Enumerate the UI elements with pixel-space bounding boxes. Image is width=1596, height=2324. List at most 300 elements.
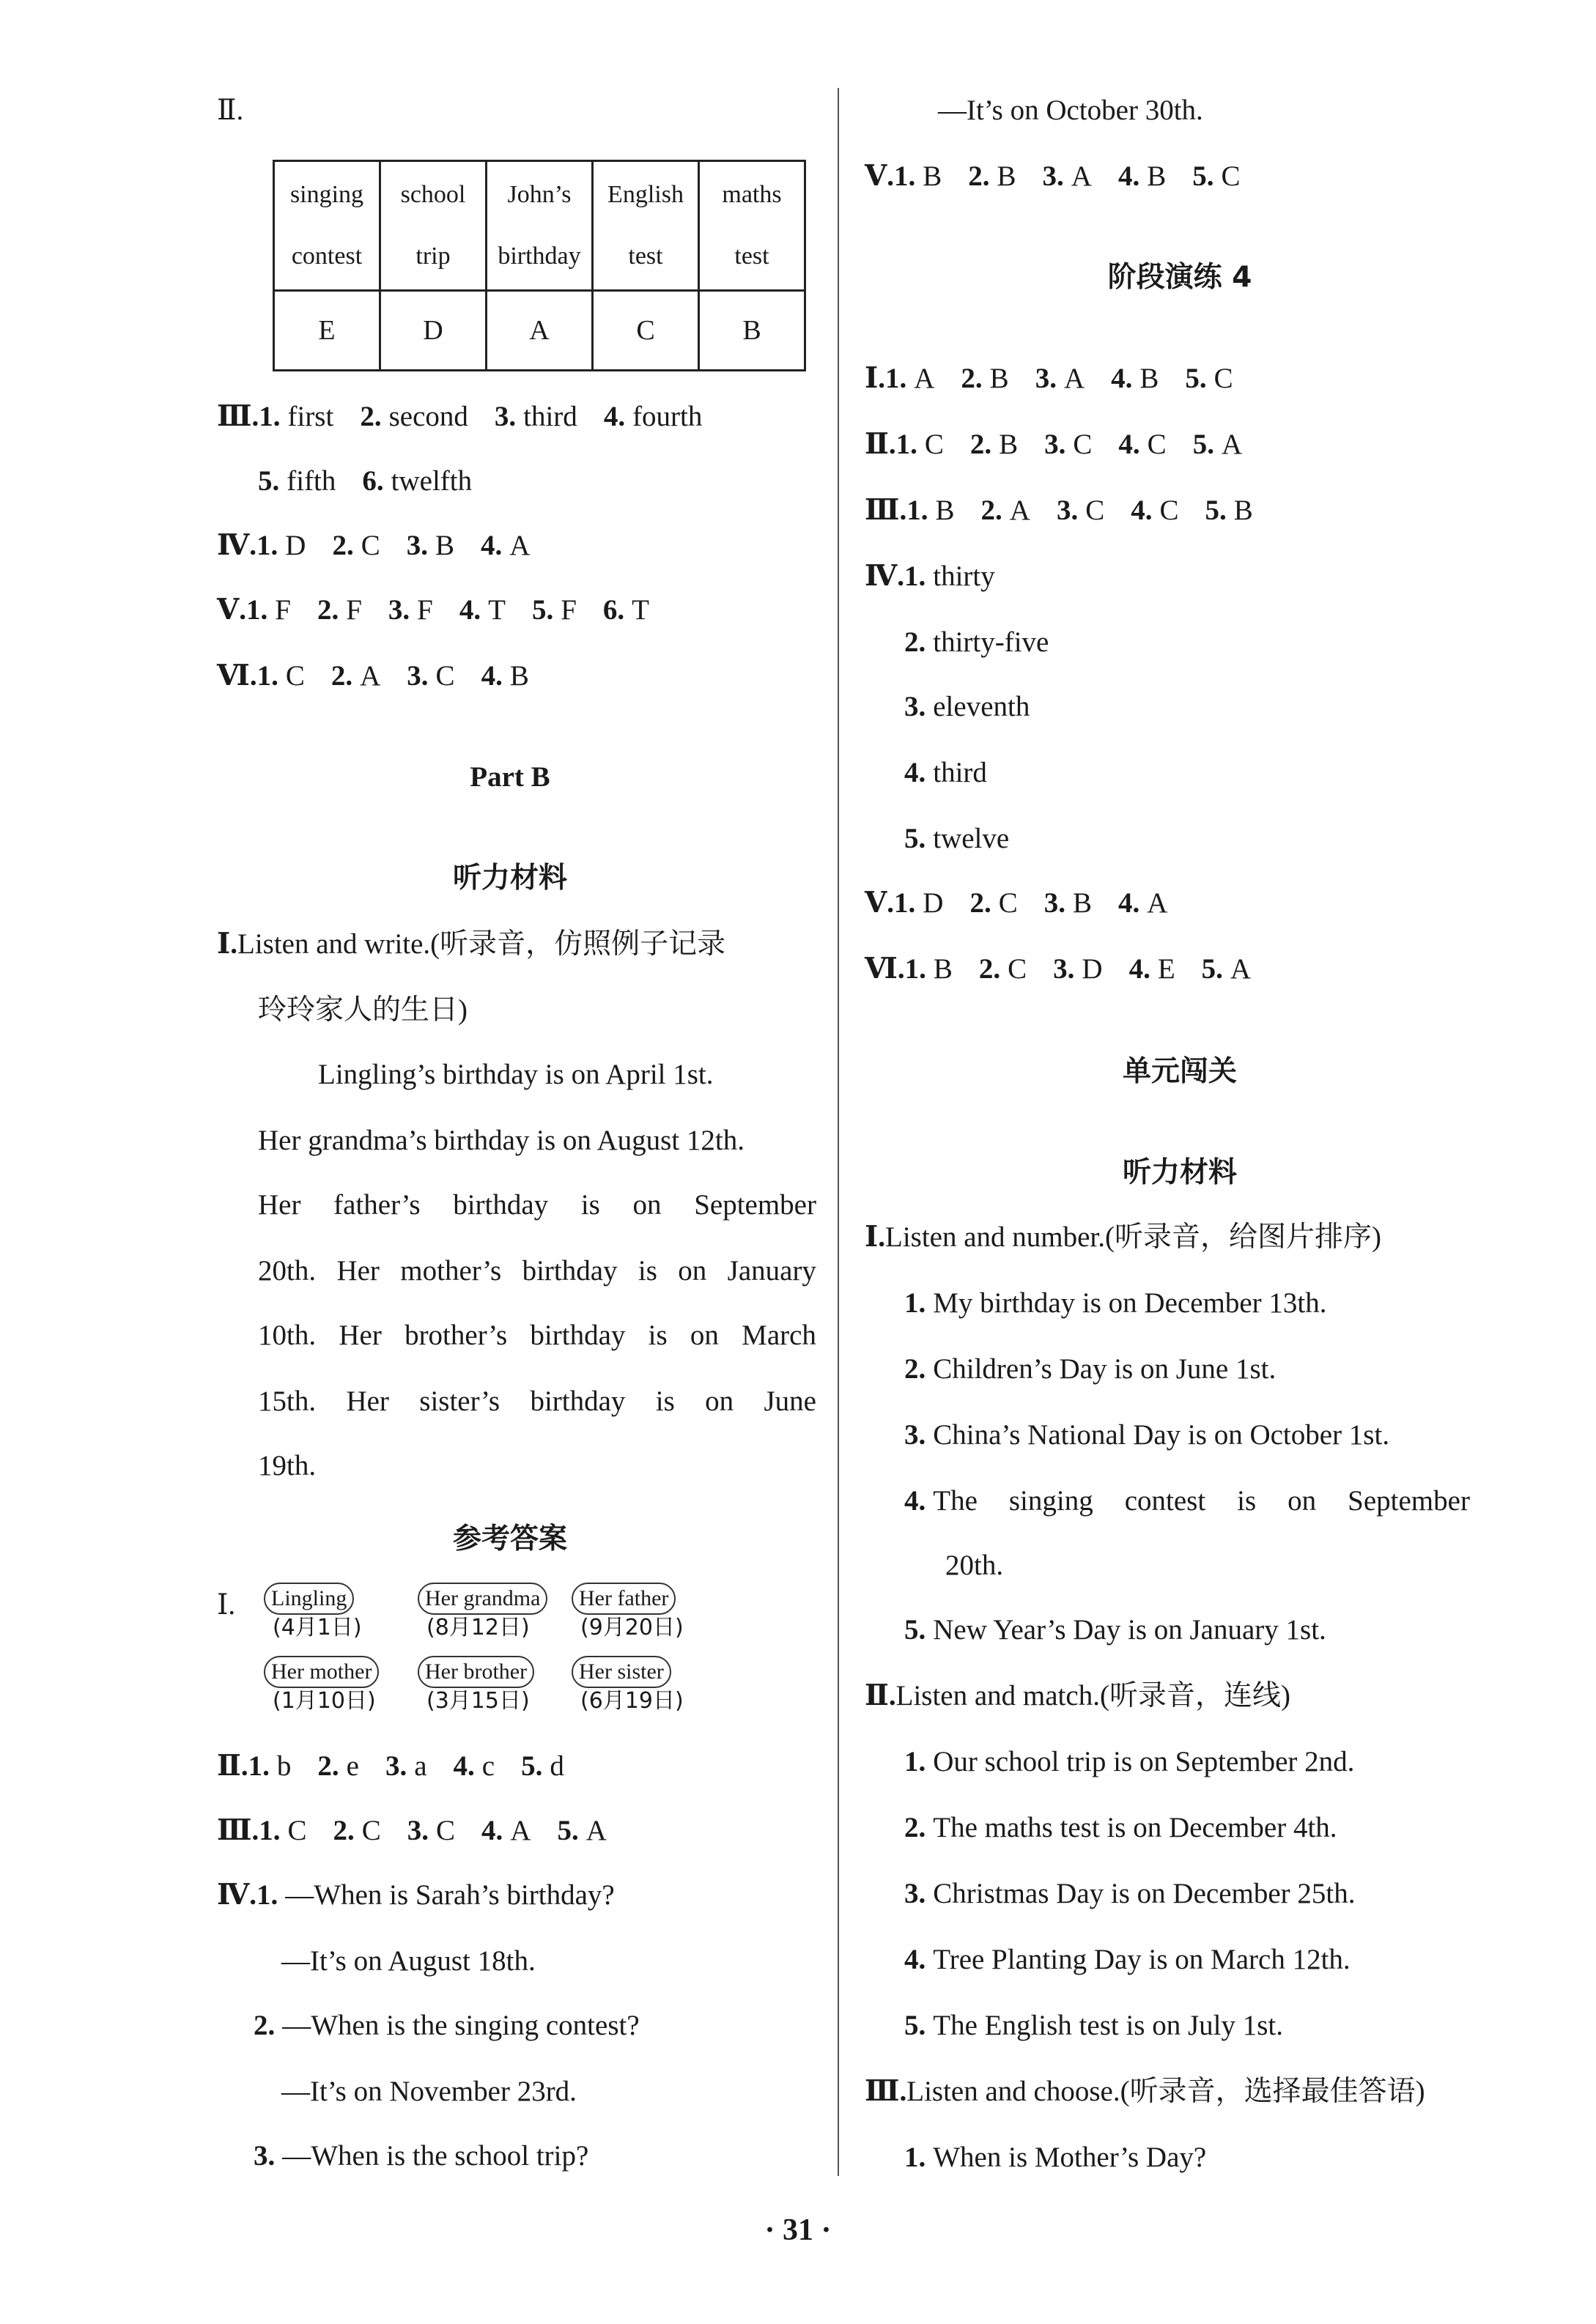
word: singing	[1008, 1485, 1093, 1517]
item-number: 2.	[254, 2010, 276, 2041]
birthday-date: (8月12日)	[426, 1615, 530, 1640]
item-number: 3.	[1043, 887, 1065, 919]
item-number: 5.	[904, 1614, 926, 1646]
item-number: 4.	[453, 1750, 475, 1782]
word: January	[727, 1255, 816, 1287]
table-header-cell	[699, 161, 805, 291]
dialog-question: —When is the singing contest?	[282, 2010, 640, 2041]
item-answer: first	[287, 401, 334, 432]
word: on	[690, 1320, 719, 1351]
birthday-date: (4月1日)	[273, 1615, 362, 1640]
list-item	[904, 624, 1049, 661]
table-header-cell	[380, 161, 487, 291]
list-item	[904, 755, 987, 791]
table-cell: D	[380, 291, 487, 371]
section-label: Ⅳ.	[217, 1879, 257, 1911]
item-answer: A	[510, 1815, 531, 1846]
answer-row	[217, 1813, 607, 1849]
dialog-answer: —It’s on November 23rd.	[281, 2076, 577, 2107]
item-answer: C	[1213, 363, 1233, 394]
item-number: 3.	[388, 594, 410, 626]
list-item	[865, 558, 995, 595]
item-number: 2.	[969, 429, 992, 460]
section-label: Ⅰ.	[217, 1589, 236, 1621]
item-number: 4.	[1117, 160, 1140, 192]
section-label: Ⅴ.	[217, 594, 247, 626]
exercise-title-text: Listen and match.(听录音，连线)	[895, 1680, 1290, 1711]
item-number: 1.	[259, 1815, 281, 1846]
item-answer: B	[1147, 160, 1167, 192]
item-text: China’s National Day is on October 1st.	[933, 1419, 1390, 1451]
item-answer: D	[923, 887, 944, 919]
section-label: Ⅵ.	[217, 660, 257, 692]
item-number: 2.	[904, 626, 926, 658]
item-number: 2.	[969, 887, 991, 919]
paragraph-line	[258, 1383, 816, 1420]
item-number: 5.	[1205, 495, 1227, 526]
item-answer: B	[1233, 495, 1253, 526]
item-number: 1.	[904, 560, 926, 592]
exercise-title-text: Listen and choose.(听录音，选择最佳答语)	[906, 2076, 1425, 2107]
circled-name: Her grandma	[418, 1583, 547, 1615]
header-line: test	[734, 243, 769, 270]
word: 15th.	[258, 1385, 317, 1417]
item-answer: C	[287, 1815, 307, 1846]
item-answer: C	[1159, 495, 1179, 526]
item-number: 1.	[885, 363, 907, 394]
item-answer: e	[346, 1750, 359, 1782]
item-answer: B	[1139, 363, 1159, 394]
table-cell: C	[593, 291, 699, 371]
section-heading: 参考答案	[452, 1522, 567, 1555]
item-answer: A	[585, 1815, 607, 1846]
exercise-title	[217, 926, 816, 963]
item-number: 5.	[904, 2010, 926, 2041]
answer-row	[865, 492, 1253, 529]
item-number: 2.	[980, 495, 1002, 526]
word: on	[632, 1189, 662, 1221]
item-answer: F	[275, 594, 291, 626]
word: September	[1348, 1485, 1470, 1517]
list-item	[904, 1285, 1326, 1322]
item-answer: B	[989, 363, 1009, 394]
item-answer: E	[1157, 953, 1175, 985]
word: 4. The	[904, 1485, 978, 1517]
section-label: Ⅲ.	[217, 1815, 259, 1846]
item-answer: C	[1008, 953, 1027, 985]
exercise-label: Ⅲ.	[865, 2076, 907, 2107]
item-number: 3.	[904, 1419, 926, 1451]
item-number: 2.	[968, 160, 990, 192]
item-number: 2.	[961, 363, 983, 394]
word: on	[705, 1385, 734, 1417]
item-answer: A	[914, 363, 935, 394]
item-answer: A	[1063, 363, 1085, 394]
item-text: Our school trip is on September 2nd.	[933, 1746, 1355, 1777]
item-answer: second	[388, 401, 468, 432]
item-number: 2.	[333, 1815, 355, 1846]
item-answer: thirty	[933, 560, 995, 592]
table-cell: B	[699, 291, 805, 371]
section-label: Ⅳ.	[217, 530, 257, 561]
paragraph-line: 19th.	[258, 1450, 317, 1481]
item-number: 1.	[894, 160, 916, 192]
item-number: 5.	[904, 823, 926, 854]
section-label: Ⅰ.	[865, 363, 885, 394]
item-number: 3.	[407, 660, 429, 692]
section-label: Ⅴ.	[865, 887, 895, 919]
answer-row	[217, 592, 649, 629]
list-item	[904, 2139, 1206, 2176]
section-label: Ⅳ.	[865, 560, 905, 592]
item-answer: c	[481, 1750, 495, 1782]
header-line: birthday	[498, 243, 581, 270]
word: is	[648, 1320, 668, 1351]
item-answer: B	[435, 530, 454, 561]
item-number: 4.	[480, 530, 503, 561]
header-line: maths	[722, 181, 782, 208]
word: 20th.	[258, 1255, 317, 1287]
list-item	[904, 1810, 1337, 1846]
list-item	[904, 1417, 1389, 1454]
word: is	[655, 1385, 675, 1417]
answer-row	[865, 158, 1241, 195]
item-number: 5.	[1201, 953, 1223, 985]
paragraph-line	[258, 1253, 816, 1289]
item-answer: C	[361, 530, 380, 561]
item-number: 1.	[259, 401, 281, 432]
item-number: 2.	[904, 1353, 926, 1385]
dialog-line	[217, 1877, 615, 1914]
item-number: 1.	[256, 660, 278, 692]
item-number: 1.	[904, 953, 926, 985]
list-item	[904, 1351, 1276, 1388]
item-answer: T	[632, 594, 649, 626]
section-label: Ⅵ.	[865, 953, 905, 985]
word: Her	[258, 1189, 301, 1221]
exercise-label: Ⅰ.	[865, 1221, 885, 1253]
exercise-title	[865, 2073, 1425, 2110]
item-answer: C	[285, 660, 305, 692]
dialog-answer: —It’s on August 18th.	[281, 1945, 536, 1977]
item-answer: B	[999, 429, 1019, 460]
item-number: 4.	[904, 757, 926, 788]
circled-name: Her father	[572, 1583, 676, 1615]
section-heading: 阶段演练 4	[1107, 261, 1252, 294]
item-answer: twelve	[933, 823, 1010, 854]
list-item-cont: 20th.	[945, 1550, 1004, 1581]
table-header-row	[274, 161, 805, 291]
answer-row	[258, 463, 472, 500]
item-number: 1.	[894, 887, 916, 919]
item-number: 2.	[317, 1750, 339, 1782]
item-answer: C	[1085, 495, 1105, 526]
header-line: English	[607, 181, 684, 208]
word: brother’s	[404, 1320, 508, 1351]
item-number: 2.	[904, 1812, 926, 1843]
paragraph-line: Lingling’s birthday is on April 1st.	[318, 1059, 714, 1090]
dialog-line	[254, 2007, 640, 2044]
exercise-title-text: Listen and write.(听录音，仿照例子记录	[237, 928, 726, 960]
answer-row	[865, 426, 1242, 463]
item-answer: B	[933, 953, 953, 985]
item-number: 6.	[602, 594, 625, 626]
list-item	[904, 1612, 1326, 1648]
item-answer: b	[276, 1750, 292, 1782]
header-line: test	[628, 243, 663, 270]
dialog-question: —When is the school trip?	[282, 2140, 589, 2172]
word: on	[678, 1255, 707, 1287]
item-number: 2.	[330, 660, 353, 692]
circled-name: Lingling	[264, 1583, 354, 1615]
word: 10th.	[258, 1320, 317, 1351]
word: contest	[1124, 1485, 1206, 1517]
item-number: 1.	[246, 594, 268, 626]
answer-row	[865, 885, 1167, 922]
answer-row	[217, 1748, 564, 1785]
item-number: 5.	[557, 1815, 579, 1846]
page-number: · 31 ·	[764, 2213, 832, 2247]
item-number: 4.	[459, 594, 481, 626]
word: Her	[336, 1255, 380, 1287]
item-answer: C	[1073, 429, 1093, 460]
section-label: Ⅴ.	[865, 160, 895, 192]
circled-name: Her mother	[264, 1656, 379, 1688]
item-number: 2.	[978, 953, 1001, 985]
section-label: Ⅲ.	[217, 401, 259, 432]
exercise-title	[865, 1678, 1290, 1714]
list-item	[904, 1483, 1470, 1520]
word: birthday	[530, 1385, 626, 1417]
item-number: 3.	[1035, 363, 1057, 394]
item-answer: T	[488, 594, 506, 626]
table-header-cell	[487, 161, 593, 291]
item-number: 4.	[1131, 495, 1153, 526]
circled-name: Her brother	[418, 1656, 534, 1688]
item-number: 3.	[1042, 160, 1064, 192]
section-label: Ⅱ.	[217, 1750, 248, 1782]
item-number: 4.	[481, 1815, 503, 1846]
answer-row	[217, 399, 702, 435]
item-number: 3.	[254, 2140, 276, 2172]
section-heading: 单元闯关	[1122, 1055, 1237, 1088]
item-answer: B	[923, 160, 942, 192]
item-answer: C	[435, 660, 455, 692]
item-answer: A	[1230, 953, 1252, 985]
list-item	[904, 821, 1009, 857]
item-answer: A	[1221, 429, 1243, 460]
item-number: 5.	[521, 1750, 543, 1782]
section-heading: 听力材料	[452, 862, 567, 895]
item-answer: D	[1082, 953, 1103, 985]
dialog-answer: —It’s on October 30th.	[938, 95, 1203, 126]
item-text: Tree Planting Day is on March 12th.	[933, 1944, 1351, 1975]
item-number: 3.	[1044, 429, 1066, 460]
item-number: 4.	[904, 1944, 926, 1975]
word: birthday	[522, 1255, 618, 1287]
word: on	[1287, 1485, 1317, 1517]
item-number: 3.	[904, 691, 926, 722]
list-item	[904, 1876, 1355, 1912]
item-number: 4.	[1118, 429, 1140, 460]
answer-row	[865, 360, 1233, 397]
item-number: 5.	[1192, 160, 1214, 192]
item-text: Christmas Day is on December 25th.	[933, 1878, 1356, 1909]
paragraph-line: Her grandma’s birthday is on August 12th.	[258, 1125, 745, 1156]
word: Her	[346, 1385, 389, 1417]
table-value-row	[274, 291, 805, 371]
word: March	[742, 1320, 816, 1351]
word: birthday	[453, 1189, 549, 1221]
item-number: 5.	[258, 465, 280, 497]
section-label: Ⅲ.	[865, 495, 907, 526]
item-number: 1.	[248, 1750, 270, 1782]
item-answer: C	[361, 1815, 381, 1846]
circled-name: Her sister	[572, 1656, 671, 1688]
item-number: 4.	[1111, 363, 1133, 394]
item-answer: B	[997, 160, 1016, 192]
table-cell: E	[274, 291, 380, 371]
item-number: 5.	[531, 594, 554, 626]
birthday-date: (6月19日)	[580, 1688, 684, 1714]
item-answer: B	[509, 660, 529, 692]
birthday-date: (9月20日)	[580, 1615, 684, 1640]
answer-row	[865, 951, 1251, 988]
item-number: 5.	[1192, 429, 1214, 460]
item-number: 3.	[494, 401, 517, 432]
events-table	[273, 160, 806, 371]
header-line: John’s	[507, 181, 572, 208]
item-number: 3.	[407, 1815, 429, 1846]
item-answer: A	[1009, 495, 1030, 526]
word: mother’s	[400, 1255, 502, 1287]
section-label: Ⅱ.	[217, 95, 244, 126]
item-answer: A	[1147, 887, 1168, 919]
item-text: The English test is on July 1st.	[933, 2010, 1283, 2041]
item-text: New Year’s Day is on January 1st.	[933, 1614, 1326, 1646]
item-answer: fifth	[287, 465, 336, 497]
dialog-question: —When is Sarah’s birthday?	[285, 1879, 615, 1911]
item-number: 2.	[332, 530, 354, 561]
word: Her	[339, 1320, 382, 1351]
item-answer: fourth	[632, 401, 703, 432]
exercise-title-text: Listen and number.(听录音，给图片排序)	[885, 1221, 1381, 1253]
item-answer: B	[935, 495, 955, 526]
item-number: 2.	[360, 401, 382, 432]
list-item	[904, 2007, 1283, 2044]
item-number: 1.	[256, 530, 278, 561]
item-answer: C	[1147, 429, 1167, 460]
list-item	[904, 1744, 1354, 1780]
item-number: 3.	[385, 1750, 407, 1782]
header-line: singing	[289, 181, 364, 208]
item-number: 1.	[904, 2142, 926, 2173]
word: is	[1237, 1485, 1257, 1517]
item-number: 6.	[362, 465, 384, 497]
section-heading: 听力材料	[1122, 1156, 1237, 1189]
item-number: 4.	[1128, 953, 1150, 985]
item-number: 1.	[904, 1746, 926, 1777]
paragraph-line	[258, 1317, 816, 1354]
birthday-date: (1月10日)	[273, 1688, 376, 1714]
exercise-label: Ⅱ.	[865, 1680, 896, 1711]
dialog-line	[254, 2138, 588, 2175]
answer-row	[217, 658, 529, 695]
birthday-date: (3月15日)	[426, 1688, 530, 1714]
table-header-cell	[593, 161, 699, 291]
item-answer: A	[509, 530, 531, 561]
word: father’s	[333, 1189, 421, 1221]
word: sister’s	[419, 1385, 500, 1417]
exercise-label: Ⅰ.	[217, 928, 237, 960]
section-label: Ⅱ.	[865, 429, 896, 460]
word: birthday	[530, 1320, 626, 1351]
header-line: trip	[415, 243, 451, 270]
item-number: 2.	[317, 594, 339, 626]
list-item	[904, 689, 1030, 725]
item-number: 4.	[603, 401, 626, 432]
paragraph-line	[258, 1187, 816, 1224]
item-answer: B	[1072, 887, 1092, 919]
item-number: 3.	[1056, 495, 1079, 526]
exercise-title	[865, 1219, 1381, 1256]
column-divider	[838, 88, 839, 2176]
item-answer: C	[1221, 160, 1241, 192]
item-answer: eleventh	[933, 691, 1030, 722]
item-answer: third	[523, 401, 577, 432]
item-text: The maths test is on December 4th.	[933, 1812, 1337, 1843]
item-answer: F	[346, 594, 362, 626]
item-answer: third	[933, 757, 987, 788]
item-answer: a	[414, 1750, 427, 1782]
item-number: 1.	[906, 495, 928, 526]
item-answer: D	[285, 530, 306, 561]
item-number: 4.	[481, 660, 503, 692]
item-number: 3.	[406, 530, 428, 561]
item-number: 5.	[1185, 363, 1207, 394]
exercise-title-cont: 玲玲家人的生日)	[258, 994, 468, 1026]
item-number: 1.	[895, 429, 917, 460]
item-number: 4.	[904, 1485, 926, 1517]
part-heading: Part B	[470, 761, 550, 793]
item-answer: A	[1071, 160, 1092, 192]
item-text: When is Mother’s Day?	[933, 2142, 1207, 2173]
item-answer: A	[360, 660, 381, 692]
item-answer: C	[924, 429, 944, 460]
item-answer: d	[550, 1750, 564, 1782]
item-answer: twelfth	[391, 465, 473, 497]
word: September	[694, 1189, 816, 1221]
answer-row	[217, 528, 530, 564]
item-answer: F	[417, 594, 433, 626]
word: is	[638, 1255, 657, 1287]
item-number: 1.	[904, 1287, 926, 1319]
item-number: 4.	[1117, 887, 1140, 919]
item-answer: F	[561, 594, 577, 626]
item-number: 3.	[1053, 953, 1075, 985]
item-answer: C	[436, 1815, 456, 1846]
header-line: school	[400, 181, 466, 208]
word: is	[580, 1189, 600, 1221]
list-item	[904, 1942, 1351, 1978]
table-header-cell	[274, 161, 380, 291]
header-line: contest	[291, 243, 363, 270]
item-number: 1.	[256, 1879, 278, 1911]
item-answer: thirty-five	[933, 626, 1049, 658]
item-answer: C	[998, 887, 1018, 919]
item-text: Children’s Day is on June 1st.	[933, 1353, 1277, 1385]
table-cell: A	[487, 291, 593, 371]
